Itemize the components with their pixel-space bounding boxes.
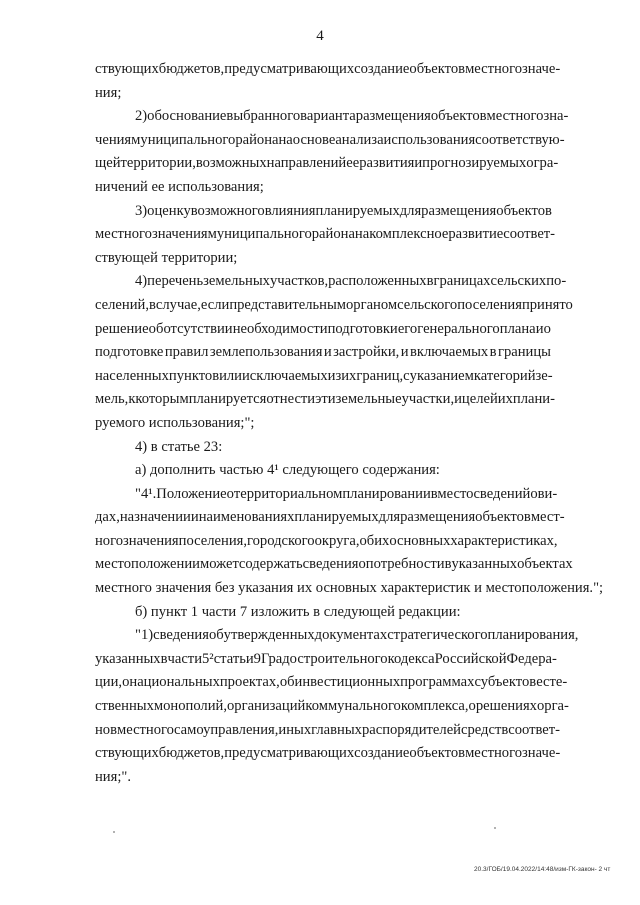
text-line: 4) в статье 23: bbox=[135, 438, 223, 455]
text-line: дах, назначении и наименованиях планируемых для размещения объектов мест- bbox=[95, 509, 565, 526]
scan-speck bbox=[494, 827, 496, 829]
text-line: руемого использования;"; bbox=[95, 414, 255, 431]
text-line: ничений ее использования; bbox=[95, 178, 264, 195]
text-line: 3) оценку возможного влияния планируемых для размещения объектов bbox=[135, 202, 552, 219]
paragraph bbox=[95, 270, 573, 435]
text-line: нов местного самоуправления, иных главных распорядителей средств соответ- bbox=[95, 721, 560, 738]
paragraph bbox=[95, 483, 604, 601]
document-footer-code: 20.3/ГОБ/19.04.2022/14:48/изм-ГК-закон- 2 чт bbox=[474, 866, 611, 873]
text-line: ствующих бюджетов, предусматривающих создание объектов местного значе- bbox=[95, 61, 561, 77]
paragraph bbox=[95, 58, 561, 105]
text-line: "4¹. Положение о территориальном планировании вместо сведений о ви- bbox=[135, 485, 558, 502]
paragraph bbox=[95, 436, 551, 460]
paragraph bbox=[95, 459, 551, 483]
paragraph bbox=[95, 200, 556, 271]
text-line: местного значения муниципального района на комплексное развитие соответ- bbox=[95, 226, 556, 243]
page-number: 4 bbox=[316, 28, 324, 44]
text-line: ствующей территории; bbox=[95, 249, 238, 266]
text-line: "1) сведения об утвержденных документах стратегического планирования, bbox=[135, 627, 579, 644]
text-line: мель, к которым планируется отнести эти земельные участки, и целей их плани- bbox=[95, 391, 555, 408]
text-line: решение об отсутствии необходимости подготовки его генерального плана и о bbox=[95, 320, 551, 337]
scan-speck bbox=[113, 831, 115, 833]
text-line: селений, в случае, если представительным органом сельского поселения принято bbox=[95, 296, 573, 313]
text-line: 2) обоснование выбранного варианта размещения объектов местного зна- bbox=[135, 108, 569, 125]
text-line: 4) перечень земельных участков, расположенных в границах сельских по- bbox=[135, 273, 567, 290]
document-body bbox=[95, 58, 604, 789]
text-line: ции, о национальных проектах, об инвестиционных программах субъектов есте- bbox=[95, 674, 568, 691]
text-line: подготовке правил землепользования и застройки, и включаемых в границы bbox=[95, 344, 551, 361]
paragraph bbox=[95, 601, 551, 625]
paragraph bbox=[95, 105, 569, 199]
text-line: ственных монополий, организаций коммунального комплекса, о решениях орга- bbox=[95, 698, 569, 715]
text-line: ствующих бюджетов, предусматривающих создание объектов местного значе- bbox=[95, 745, 561, 762]
text-line: указанных в части 5² статьи 9 Градостроительного кодекса Российской Федера- bbox=[95, 650, 557, 667]
text-line: населенных пунктов или исключаемых из их границ, с указанием категорий зе- bbox=[95, 367, 553, 384]
text-line: а) дополнить частью 4¹ следующего содержания: bbox=[135, 462, 440, 479]
text-line: местоположении может содержать сведения о потребности в указанных объектах bbox=[95, 556, 573, 573]
text-line: местного значения без указания их основных характеристик и местоположения."; bbox=[95, 580, 604, 597]
paragraph bbox=[95, 624, 579, 789]
text-line: ного значения поселения, городского округа, об их основных характеристиках, bbox=[95, 532, 558, 549]
text-line: б) пункт 1 части 7 изложить в следующей редакции: bbox=[135, 603, 461, 620]
text-line: ния;". bbox=[95, 768, 131, 785]
text-line: ния; bbox=[95, 84, 122, 101]
text-line: щей территории, возможных направлений ее развития и прогнозируемых огра- bbox=[95, 155, 559, 172]
text-line: чения муниципального района на основе анализа использования соответствую- bbox=[95, 131, 565, 148]
